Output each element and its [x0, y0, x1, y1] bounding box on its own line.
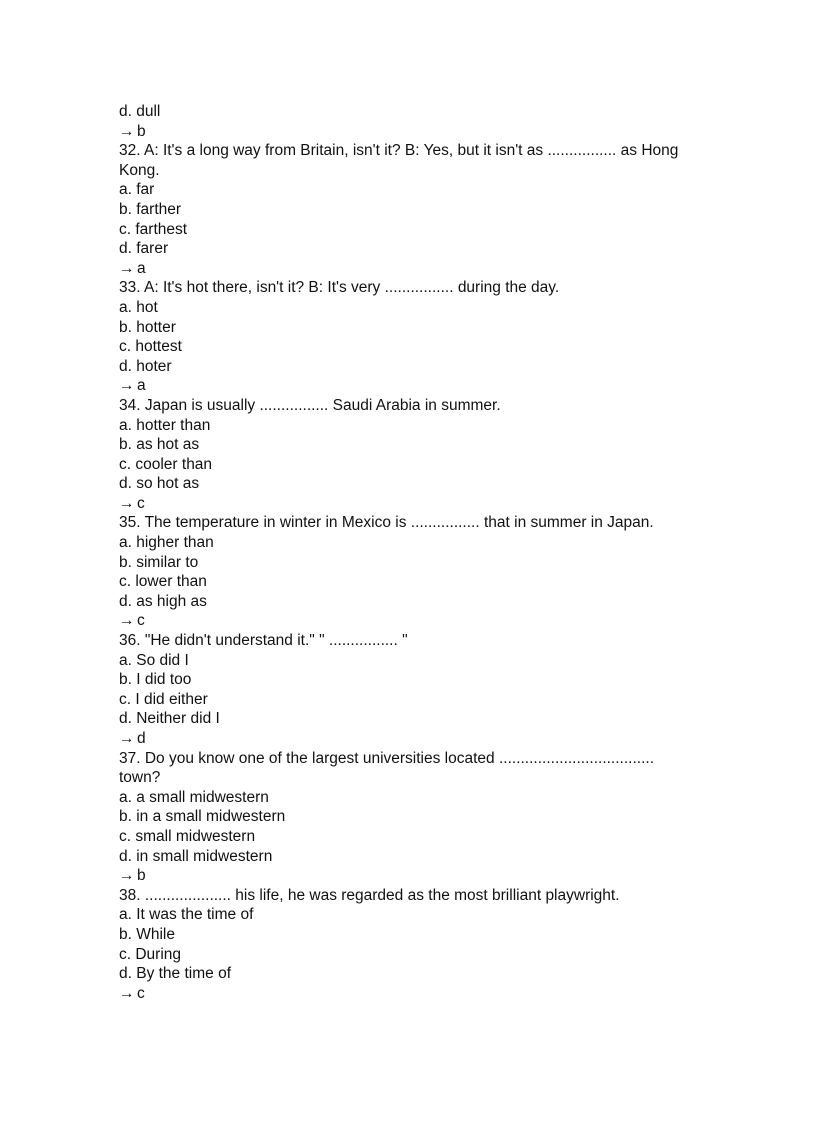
- answer-option: b. I did too: [119, 671, 192, 689]
- answer-option: c. small midwestern: [119, 827, 256, 845]
- question-block: [119, 749, 689, 886]
- answer-option: b. similar to: [119, 553, 199, 571]
- answer-option: d. as high as: [119, 592, 207, 610]
- question-text: 34. Japan is usually ................ Saudi Arabia in summer.: [119, 396, 501, 414]
- answer-option: b. as hot as: [119, 436, 200, 454]
- document-page: [119, 102, 689, 1003]
- answer-option: d. hoter: [119, 357, 172, 375]
- answer-option: c. During: [119, 945, 182, 963]
- answer-key: [119, 494, 689, 514]
- answer-option: d. By the time of: [119, 965, 231, 983]
- answer-option: d. Neither did I: [119, 710, 220, 728]
- question-block: [119, 396, 689, 514]
- question-block: [119, 513, 689, 631]
- arrow-icon: →: [119, 612, 135, 630]
- answer-option: a. So did I: [119, 651, 189, 669]
- question-text: 35. The temperature in winter in Mexico is ................ that in summer in Japan.: [119, 514, 654, 532]
- question-text: 36. "He didn't understand it." " ................ ": [119, 632, 408, 650]
- answer-option: b. hotter: [119, 318, 176, 336]
- question-text: 37. Do you know one of the largest universities located .................................... town?: [119, 749, 654, 787]
- answer-option: c. farthest: [119, 220, 188, 238]
- arrow-icon: →: [119, 377, 135, 395]
- answer-key: [119, 611, 689, 631]
- answer-option: c. hottest: [119, 338, 182, 356]
- answer-key: [119, 984, 689, 1004]
- answer-option: d. farer: [119, 240, 169, 258]
- answer-option: a. higher than: [119, 534, 214, 552]
- answer-letter: c: [137, 612, 145, 630]
- answer-letter: c: [137, 494, 145, 512]
- answer-option: a. far: [119, 181, 155, 199]
- answer-option: d. in small midwestern: [119, 847, 273, 865]
- arrow-icon: →: [119, 259, 135, 277]
- answer-letter: b: [137, 122, 146, 140]
- question-text: 32. A: It's a long way from Britain, isn't it? B: Yes, but it isn't as ................ as Hong Kong.: [119, 142, 679, 179]
- question-block: [119, 631, 689, 749]
- answer-letter: a: [137, 377, 146, 395]
- answer-key: [119, 259, 689, 279]
- arrow-icon: →: [119, 494, 135, 512]
- answer-letter: a: [137, 259, 146, 277]
- answer-option: a. hot: [119, 298, 158, 316]
- arrow-icon: →: [119, 867, 135, 885]
- question-text: 38. .................... his life, he was regarded as the most brilliant playwright.: [119, 886, 620, 904]
- answer-letter: c: [137, 984, 145, 1002]
- answer-key: [119, 376, 689, 396]
- answer-key: [119, 866, 689, 886]
- answer-option: c. I did either: [119, 690, 208, 708]
- answer-option: b. farther: [119, 200, 182, 218]
- answer-option: a. It was the time of: [119, 906, 254, 924]
- answer-option: d. dull: [119, 103, 161, 120]
- answer-option: a. hotter than: [119, 416, 211, 434]
- answer-key: [119, 729, 689, 749]
- question-block: [119, 886, 689, 1004]
- answer-key: [119, 122, 689, 142]
- answer-option: c. cooler than: [119, 455, 213, 473]
- answer-option: a. a small midwestern: [119, 788, 269, 806]
- answer-letter: d: [137, 730, 146, 747]
- arrow-icon: →: [119, 984, 135, 1002]
- question-block: [119, 102, 689, 141]
- answer-option: c. lower than: [119, 573, 207, 591]
- answer-option: d. so hot as: [119, 475, 200, 493]
- answer-option: b. in a small midwestern: [119, 808, 286, 826]
- answer-option: b. While: [119, 925, 175, 943]
- question-text: 33. A: It's hot there, isn't it? B: It's very ................ during the day.: [119, 279, 560, 297]
- question-block: [119, 141, 689, 278]
- question-block: [119, 278, 689, 396]
- arrow-icon: →: [119, 730, 135, 747]
- arrow-icon: →: [119, 122, 135, 140]
- answer-letter: b: [137, 867, 146, 885]
